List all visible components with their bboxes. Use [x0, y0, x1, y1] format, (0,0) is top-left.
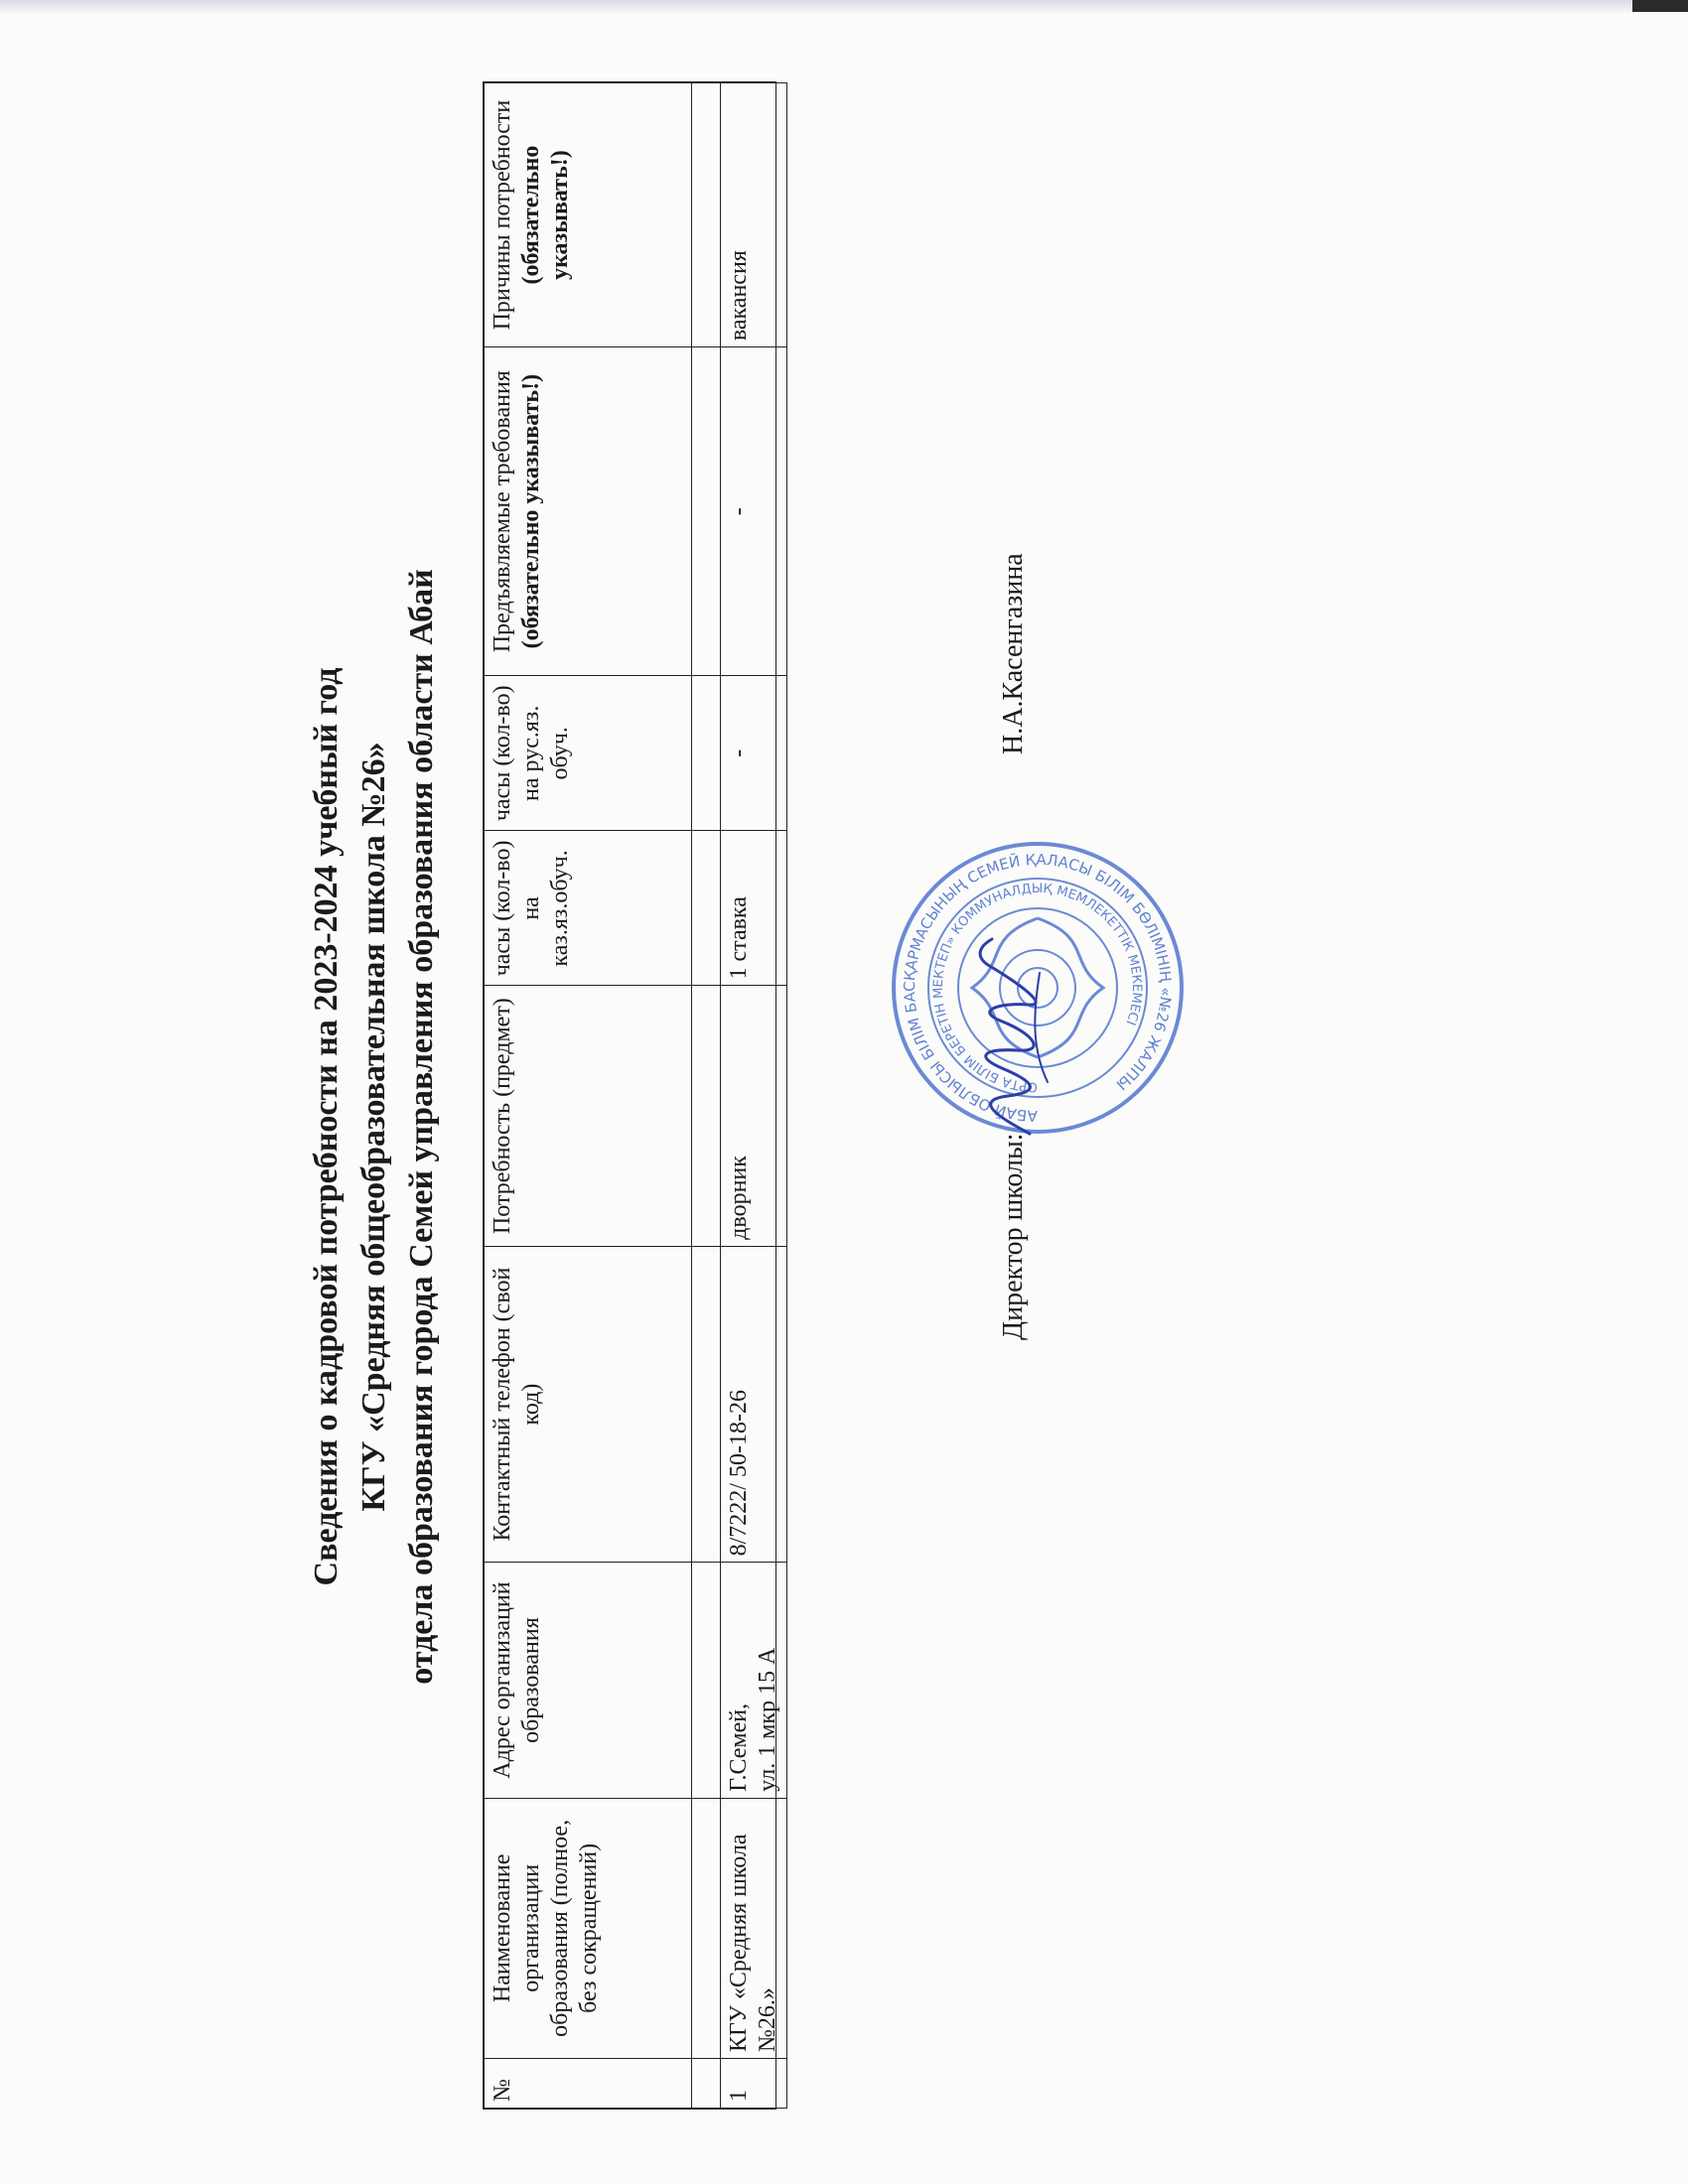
header-reasons-text: Причины потребности — [490, 99, 515, 331]
header-hours-kaz: часы (кол-во) на каз.яз.обуч. — [485, 831, 692, 986]
stamp-inner-text: ОРТА БІЛІМ БЕРЕТІН МЕКТЕП» КОММУНАЛДЫҚ МЕМЛЕКЕТТІК МЕКЕМЕСІ — [930, 881, 1145, 1095]
table-row — [721, 83, 787, 2109]
cell-address-line-1: Г.Семей, — [726, 1703, 752, 1792]
cell-address — [721, 1563, 787, 1798]
title-line-2: КГУ «Средняя общеобразовательная школа №26» — [355, 742, 392, 1512]
header-requirements — [485, 347, 692, 676]
header-phone: Контактный телефон (свой код) — [485, 1246, 692, 1563]
cell-num: 1 — [721, 2059, 787, 2109]
table-spacer-row — [692, 83, 721, 2109]
table-header-row — [485, 83, 692, 2109]
cell-need: дворник — [721, 986, 787, 1246]
director-label: Директор школы: — [998, 1133, 1029, 1340]
signature-block — [998, 119, 1097, 2184]
cell-requirements: - — [721, 347, 787, 676]
cell-phone: 8/7222/ 50-18-26 — [721, 1246, 787, 1563]
document-title — [303, 69, 446, 2184]
header-hours-rus: часы (кол-во) на рус.яз. обуч. — [485, 676, 692, 831]
header-reasons — [485, 83, 692, 347]
director-name: Н.А.Касенгазина — [998, 553, 1029, 754]
header-address: Адрес организаций образования — [485, 1563, 692, 1798]
document-sheet — [0, 99, 1688, 2184]
scan-edge — [0, 0, 1688, 14]
title-line-1: Сведения о кадровой потребности на 2023-2024 учебный год — [308, 667, 345, 1586]
header-need: Потребность (предмет) — [485, 986, 692, 1246]
header-reasons-note: (обязательно указывать!) — [518, 145, 573, 285]
header-num: № — [485, 2059, 692, 2109]
stamp-outer-text: АБАЙ ОБЛЫСЫ БІЛІМ БАСҚАРМАСЫНЫҢ СЕМЕЙ ҚАЛАСЫ БІЛІМ БӨЛІМІНІҢ «№26 ЖАЛПЫ — [900, 850, 1176, 1126]
header-requirements-text: Предъявляемые требования — [490, 370, 515, 653]
title-line-3: отдела образования города Семей управления образования области Абай — [403, 569, 440, 1685]
cell-hours-kaz: 1 ставка — [721, 831, 787, 986]
cell-address-line-2: ул. 1 мкр 15 А — [755, 1647, 780, 1792]
cell-reasons: вакансия — [721, 83, 787, 347]
cell-name: КГУ «Средняя школа №26.» — [721, 1798, 787, 2058]
scan-corner-mark — [1632, 0, 1688, 12]
header-requirements-note: (обязательно указывать!) — [518, 373, 544, 649]
header-name: Наименование организации образования (полное, без сокращений) — [485, 1798, 692, 2058]
cell-hours-rus: - — [721, 676, 787, 831]
staffing-needs-table — [483, 81, 780, 2110]
